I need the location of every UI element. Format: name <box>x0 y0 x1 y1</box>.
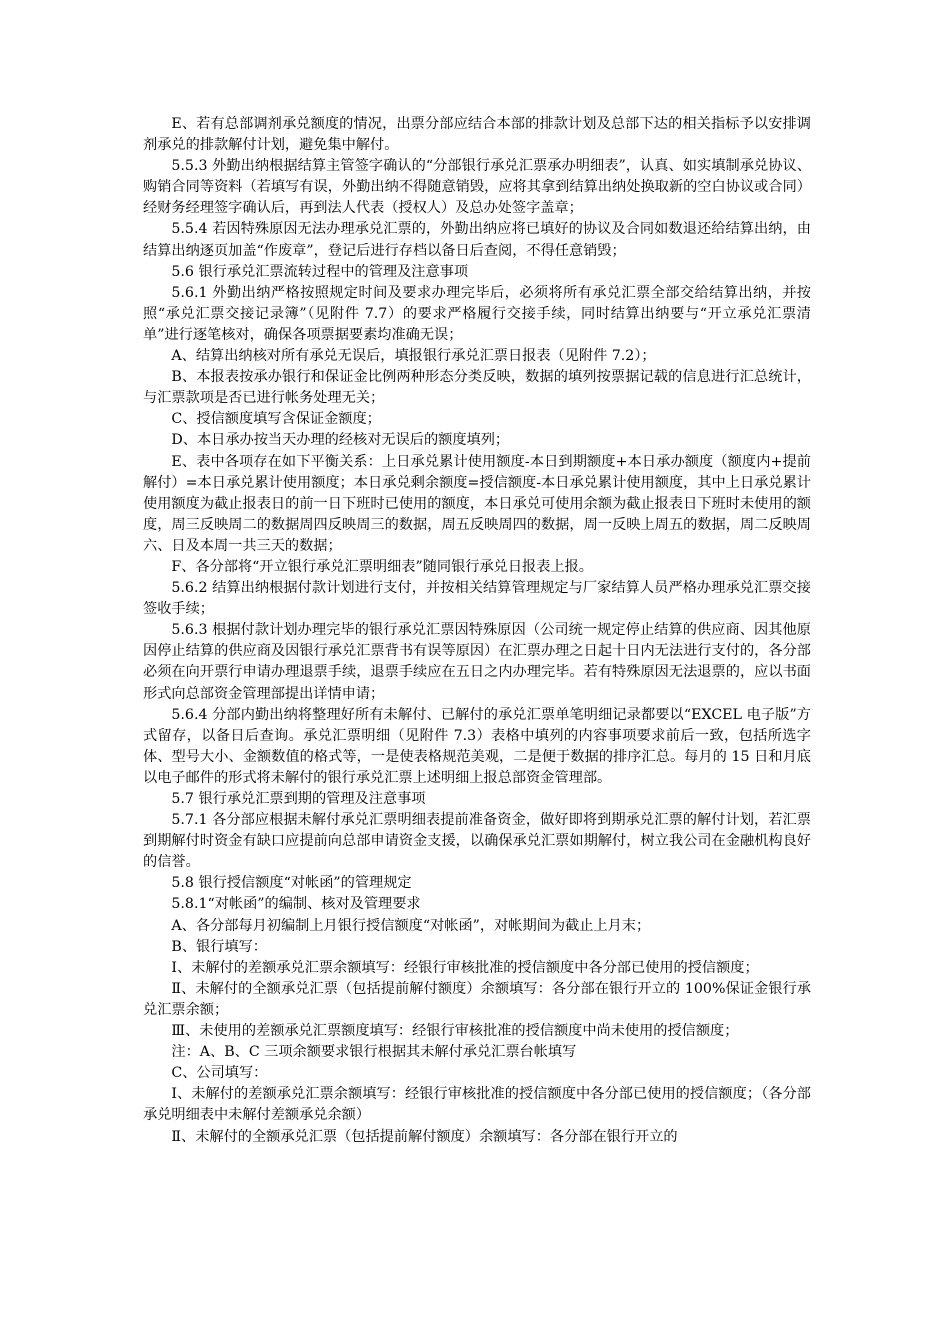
paragraph-bank-item-1: Ⅰ、未解付的差额承兑汇票余额填写：经银行审核批准的授信额度中各分部已使用的授信额度； <box>171 959 759 976</box>
paragraph-5-6-4: 5.6.4 分部内勤出纳将整理好所有未解付、已解付的承兑汇票单笔明细记录都要以“EXCEL 电子版”方式留存，以备日后查询。承兑汇票明细（见附件 7.3）表格中填列的内容事项要求前后一致，包括所选字体、型号大小、金额数值的格式等，一是使表格规范美观，二是便于数据的排序汇总。每月的 15 日和月底以电子邮件的形式将未解付的银行承兑汇票上述明细上报总部资金管理部。 <box>143 706 811 786</box>
paragraph-5-6-1-f: F、各分部将“开立银行承兑汇票明细表”随同银行承兑日报表上报。 <box>171 558 593 575</box>
paragraph-5-6-1-d: D、本日承办按当天办理的经核对无误后的额度填列； <box>171 432 510 449</box>
paragraph-company-item-2: Ⅱ、未解付的全额承兑汇票（包括提前解付额度）余额填写：各分部在银行开立的 <box>171 1128 678 1145</box>
paragraph-5-8-1-c: C、公司填写： <box>171 1065 268 1082</box>
paragraph-bank-item-3: Ⅲ、未使用的差额承兑汇票额度填写：经银行审核批准的授信额度中尚未使用的授信额度； <box>171 1023 739 1040</box>
paragraph-5-6-3: 5.6.3 根据付款计划办理完毕的银行承兑汇票因特殊原因（公司统一规定停止结算的供应商、因其他原因停止结算的供应商及因银行承兑汇票背书有误等原因）在汇票办理之日起十日内无法进行支付的，各分部必须在向开票行申请办理退票手续，退票手续应在五日之内办理完毕。若有特殊原因无法退票的，应以书面形式向总部资金管理部提出详情申请； <box>143 622 811 702</box>
paragraph-5-5-4: 5.5.4 若因特殊原因无法办理承兑汇票的，外勤出纳应将已填好的协议及合同如数退还给结算出纳，由结算出纳逐页加盖“作废章”，登记后进行存档以备日后查阅，不得任意销毁； <box>143 221 811 259</box>
paragraph-5-6-1-b: B、本报表按承办银行和保证金比例两种形态分类反映，数据的填列按票据记载的信息进行汇总统计，与汇票款项是否已进行帐务处理无关； <box>143 369 811 407</box>
paragraph-5-6-1-a: A、结算出纳核对所有承兑无误后，填报银行承兑汇票日报表（见附件 7.2）； <box>171 348 656 365</box>
subheading-5-8-1: 5.8.1“对帐函”的编制、核对及管理要求 <box>171 896 421 913</box>
paragraph-5-8-1-b: B、银行填写： <box>171 938 267 955</box>
paragraph-5-5-3: 5.5.3 外勤出纳根据结算主管签字确认的“分部银行承兑汇票承办明细表”，认真、如实填制承兑协议、购销合同等资料（若填写有误，外勤出纳不得随意销毁，应将其拿到结算出纳处换取新的空白协议或合同）经财务经理签字确认后，再到法人代表（授权人）及总办处签字盖章； <box>143 158 811 217</box>
paragraph-5-7-1: 5.7.1 各分部应根据未解付承兑汇票明细表提前准备资金，做好即将到期承兑汇票的解付计划，若汇票到期解付时资金有缺口应提前向总部申请资金支援，以确保承兑汇票如期解付，树立我公司在金融机构良好的信誉。 <box>143 812 811 871</box>
paragraph-company-item-1: Ⅰ、未解付的差额承兑汇票余额填写：经银行审核批准的授信额度中各分部已使用的授信额度；（各分部承兑明细表中未解付差额承兑余额） <box>143 1086 811 1124</box>
section-heading-5-7: 5.7 银行承兑汇票到期的管理及注意事项 <box>171 791 426 807</box>
paragraph-5-6-1: 5.6.1 外勤出纳严格按照规定时间及要求办理完毕后，必须将所有承兑汇票全部交给结算出纳，并按照“承兑汇票交接记录簿”（见附件 7.7）的要求严格履行交接手续，同时结算出纳要与“开立承兑汇票清单”进行逐笔核对，确保各项票据要素均准确无误； <box>143 284 811 343</box>
paragraph-5-8-1-a: A、各分部每月初编制上月银行授信额度“对帐函”，对帐期间为截止上月末； <box>171 917 651 934</box>
section-heading-5-8: 5.8 银行授信额度“对帐函”的管理规定 <box>171 875 412 892</box>
document-body <box>143 114 811 1148</box>
paragraph-5-6-1-c: C、授信额度填写含保证金额度； <box>171 411 381 428</box>
section-heading-5-6: 5.6 银行承兑汇票流转过程中的管理及注意事项 <box>171 263 469 280</box>
paragraph-5-6-1-e: E、表中各项存在如下平衡关系：上日承兑累计使用额度-本日到期额度+本日承办额度（额度内+提前解付）=本日承兑累计使用额度；本日承兑剩余额度=授信额度-本日承兑累计使用额度，其中上日承兑累计使用额度为截止报表日的前一日下班时已使用的额度，本日承兑可使用余额为截止报表日下班时未使用的额度，周三反映周二的数据周四反映周三的数据，周五反映周四的数据，周一反映上周五的数据，周二反映周六、日及本周一共三天的数据； <box>143 453 811 554</box>
paragraph-note: 注：A、B、C 三项余额要求银行根据其未解付承兑汇票台帐填写 <box>171 1044 577 1061</box>
paragraph-e-adjust-quota: E、若有总部调剂承兑额度的情况，出票分部应结合本部的排款计划及总部下达的相关指标予以安排调剂承兑的排款解付计划，避免集中解付。 <box>143 116 811 154</box>
paragraph-bank-item-2: Ⅱ、未解付的全额承兑汇票（包括提前解付额度）余额填写：各分部在银行开立的 100%保证金银行承兑汇票余额； <box>143 980 811 1018</box>
paragraph-5-6-2: 5.6.2 结算出纳根据付款计划进行支付，并按相关结算管理规定与厂家结算人员严格办理承兑汇票交接签收手续； <box>143 580 811 618</box>
